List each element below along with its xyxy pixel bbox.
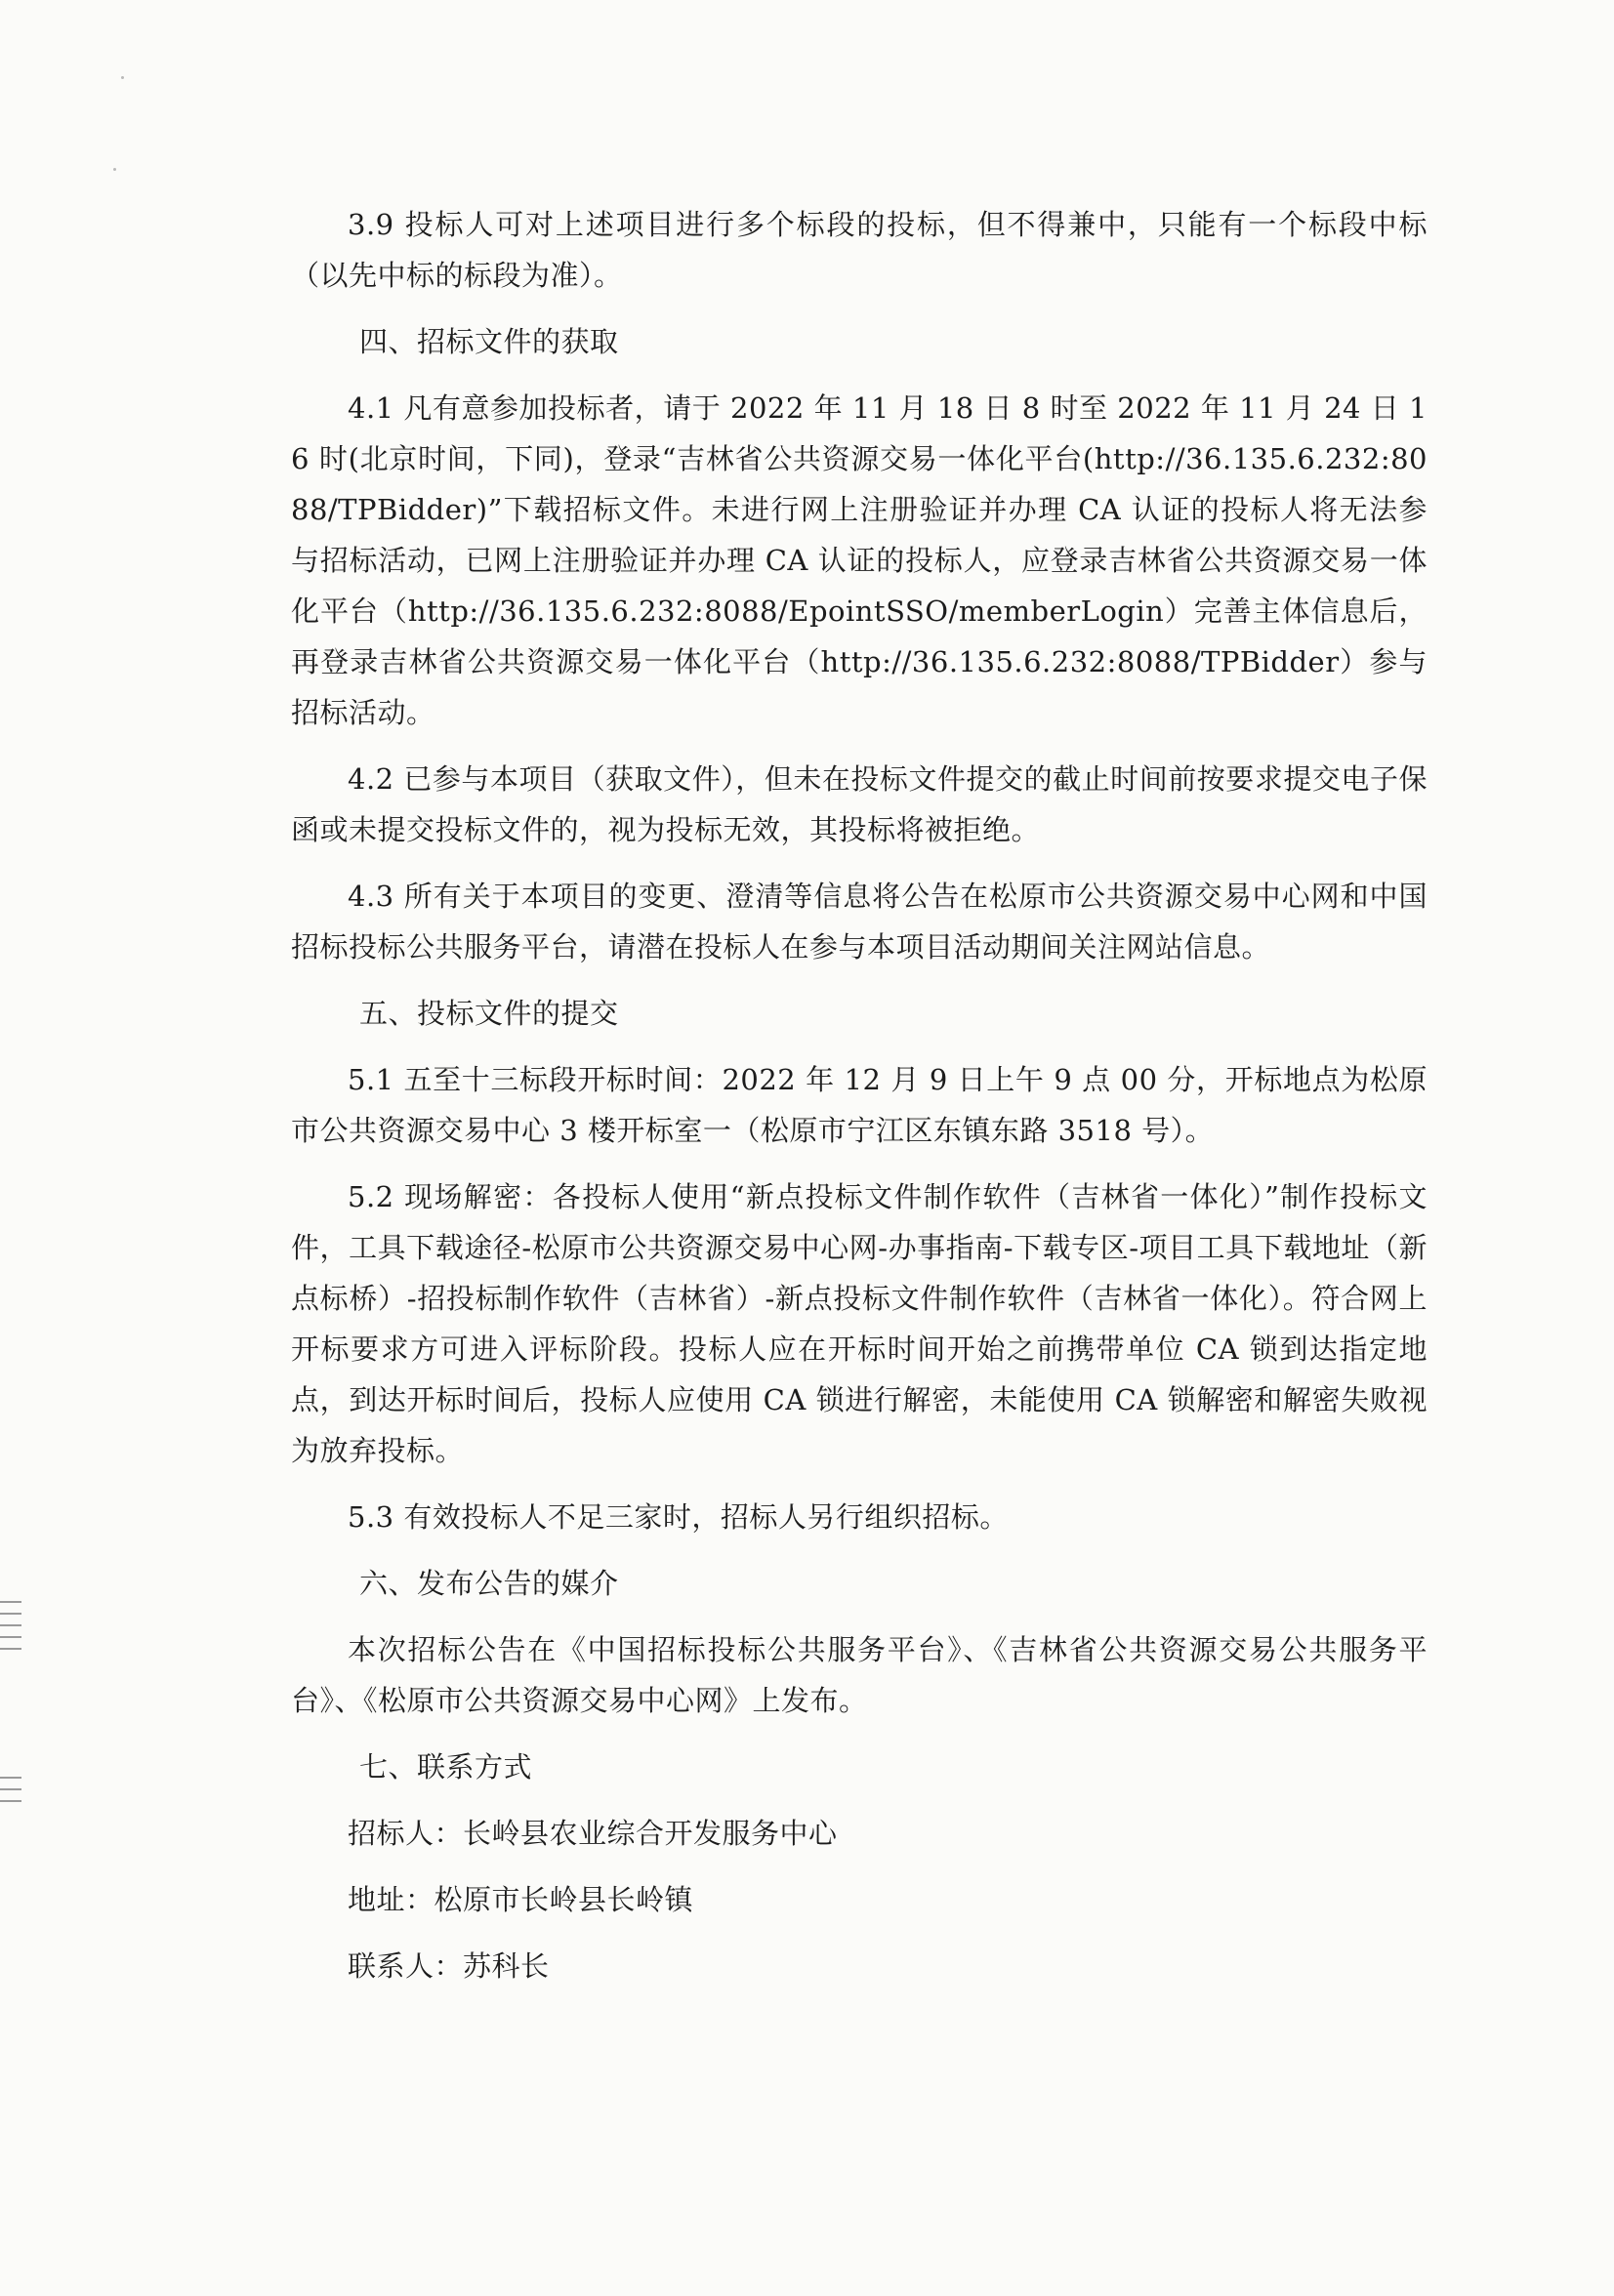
scan-edge-mark — [0, 1601, 21, 1603]
section-heading-5: 五、投标文件的提交 — [359, 997, 619, 1030]
scan-dust — [121, 76, 124, 79]
contact-person: 联系人：苏科长 — [348, 1949, 550, 1983]
paragraph-3-9: 3.9 投标人可对上述项目进行多个标段的投标，但不得兼中，只能有一个标段中标（以先中标的标段为准）。 — [291, 208, 1428, 292]
scan-edge-mark — [0, 1636, 21, 1638]
section-heading-6: 六、发布公告的媒介 — [359, 1567, 619, 1600]
scan-edge-mark — [0, 1624, 21, 1626]
section-heading-7: 七、联系方式 — [359, 1750, 533, 1784]
paragraph-media: 本次招标公告在《中国招标投标公共服务平台》、《吉林省公共资源交易公共服务平台》、《松原市公共资源交易中心网》上发布。 — [291, 1633, 1428, 1717]
paragraph-4-1: 4.1 凡有意参加投标者，请于 2022 年 11 月 18 日 8 时至 2022 年 11 月 24 日 16 时(北京时间，下同)，登录“吉林省公共资源交易一体化平台(http://36.135.6.232:8088/TPBidder)”下载招标文件。未进行网上注册验证并办理 CA 认证的投标人将无法参与招标活动，已网上注册验证并办理 CA 认证的投标人，应登录吉林省公共资源交易一体化平台（http://36.135.6.232:8088/EpointSSO/memberLogin）完善主体信息后，再登录吉林省公共资源交易一体化平台（http://36.135.6.232:8088/TPBidder）参与招标活动。 — [291, 391, 1428, 729]
scan-edge-mark — [0, 1648, 21, 1650]
paragraph-5-3: 5.3 有效投标人不足三家时，招标人另行组织招标。 — [348, 1500, 1009, 1534]
paragraph-4-3: 4.3 所有关于本项目的变更、澄清等信息将公告在松原市公共资源交易中心网和中国招标投标公共服务平台，请潜在投标人在参与本项目活动期间关注网站信息。 — [291, 880, 1428, 964]
scan-edge-mark — [0, 1613, 21, 1615]
scan-edge-mark — [0, 1777, 21, 1779]
paragraph-4-2: 4.2 已参与本项目（获取文件），但未在投标文件提交的截止时间前按要求提交电子保函或未提交投标文件的，视为投标无效，其投标将被拒绝。 — [291, 762, 1428, 846]
contact-tenderer: 招标人：长岭县农业综合开发服务中心 — [348, 1817, 838, 1850]
scan-edge-mark — [0, 1800, 21, 1802]
contact-address: 地址：松原市长岭县长岭镇 — [348, 1883, 694, 1916]
document-body — [291, 199, 1428, 2007]
paragraph-5-2: 5.2 现场解密：各投标人使用“新点投标文件制作软件（吉林省一体化）”制作投标文件，工具下载途径-松原市公共资源交易中心网-办事指南-下载专区-项目工具下载地址（新点标桥）-招投标制作软件（吉林省）-新点投标文件制作软件（吉林省一体化）。符合网上开标要求方可进入评标阶段。投标人应在开标时间开始之前携带单位 CA 锁到达指定地点，到达开标时间后，投标人应使用 CA 锁进行解密，未能使用 CA 锁解密和解密失败视为放弃投标。 — [291, 1180, 1428, 1467]
scan-edge-mark — [0, 1788, 21, 1790]
scan-dust — [113, 168, 116, 171]
paragraph-5-1: 5.1 五至十三标段开标时间：2022 年 12 月 9 日上午 9 点 00 分，开标地点为松原市公共资源交易中心 3 楼开标室一（松原市宁江区东镇东路 3518 号）。 — [291, 1063, 1428, 1147]
section-heading-4: 四、招标文件的获取 — [359, 325, 619, 358]
